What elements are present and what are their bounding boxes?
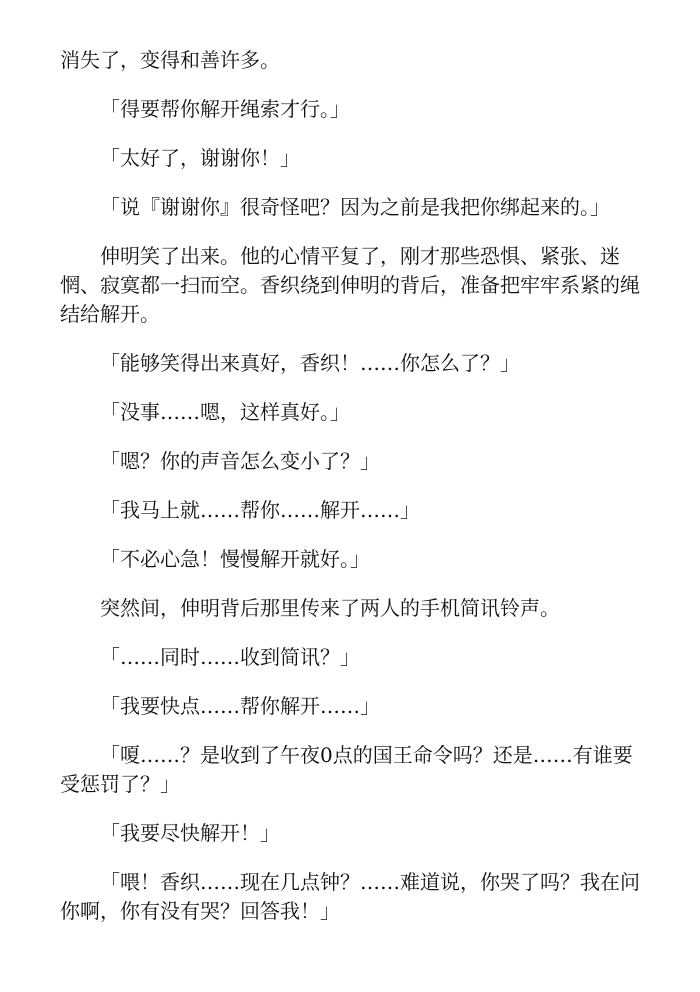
paragraph-8: 「嗯？你的声音怎么变小了？」: [100, 449, 380, 473]
paragraph-14: 「嗄……？是收到了午夜0点的国王命令吗？还是……有谁要受惩罚了？」: [60, 743, 633, 796]
paragraph-1: 消失了，变得和善许多。: [60, 48, 280, 72]
paragraph-2: 「得要帮你解开绳索才行。」: [100, 97, 350, 121]
paragraph-4: 「说『谢谢你』很奇怪吧？因为之前是我把你绑起来的。」: [100, 195, 610, 219]
paragraph-12: 「……同时……收到简讯？」: [100, 645, 360, 669]
paragraph-7: 「没事……嗯，这样真好。」: [100, 400, 350, 424]
paragraph-16: 「喂！香织……现在几点钟？……难道说，你哭了吗？我在问你啊，你有没有哭？回答我！」: [60, 870, 640, 923]
paragraph-6: 「能够笑得出来真好，香织！……你怎么了？」: [100, 351, 520, 375]
paragraph-15: 「我要尽快解开！」: [100, 821, 280, 845]
paragraph-13: 「我要快点……帮你解开……」: [100, 694, 380, 718]
paragraph-5: 伸明笑了出来。他的心情平复了，刚才那些恐惧、紧张、迷惘、寂寞都一扫而空。香织绕到伸明的背后，准备把牢牢系紧的绳结给解开。: [60, 244, 640, 326]
paragraph-10: 「不必心急！慢慢解开就好。」: [100, 547, 370, 571]
paragraph-9: 「我马上就……帮你……解开……」: [100, 498, 420, 522]
paragraph-3: 「太好了，谢谢你！」: [100, 146, 300, 170]
paragraph-11: 突然间，伸明背后那里传来了两人的手机简讯铃声。: [100, 596, 560, 620]
